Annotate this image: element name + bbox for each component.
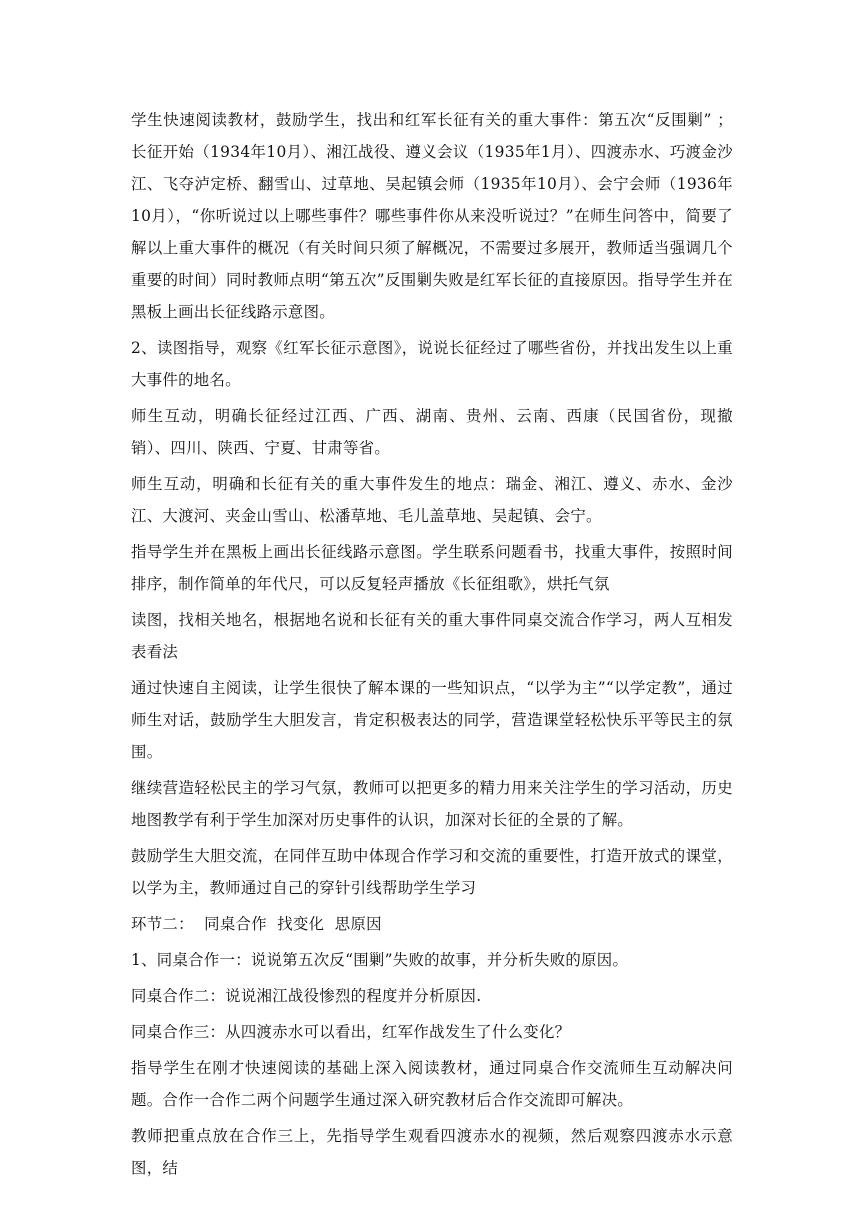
paragraph-timeline: 指导学生并在黑板上画出长征线路示意图。学生联系问题看书，找重大事件，按照时间排序，制作简单的年代尺，可以反复轻声播放《长征组歌》，烘托气氛: [131, 543, 733, 593]
paragraph-provinces: 师生互动，明确长征经过江西、广西、湖南、贵州、云南、西康（民国省份，现撤销）、四川、陕西、宁夏、甘肃等省。: [131, 407, 733, 457]
paragraph-reading-events: 学生快速阅读教材，鼓励学生，找出和红军长征有关的重大事件：第五次“反围剿” ；长征开始（1934年10月）、湘江战役、遵义会议（1935年1月）、四渡赤水、巧渡金沙江、飞夺泸定桥、翻雪山、过草地、吴起镇会师（1935年10月）、会宁会师（1936年10月），“你听说过以上哪些事件？哪些事件你从来没听说过？”在师生问答中，简要了解以上重大事件的概况（有关时间只须了解概况，不需要过多展开，教师适当强调几个重要的时间）同时教师点明“第五次”反围剿失败是红军长征的直接原因。指导学生并在黑板上画出长征线路示意图。: [131, 111, 733, 321]
paragraph-atmosphere: 继续营造轻松民主的学习气氛，教师可以把更多的精力用来关注学生的学习活动，历史地图教学有利于学生加深对历史事件的认识，加深对长征的全景的了解。: [131, 779, 733, 829]
paragraph-deep-reading: 指导学生在刚才快速阅读的基础上深入阅读教材，通过同桌合作交流师生互动解决问题。合作一合作二两个问题学生通过深入研究教材后合作交流即可解决。: [131, 1059, 733, 1109]
paragraph-cooperation-three: 同桌合作三：从四渡赤水可以看出，红军作战发生了什么变化？: [131, 1023, 571, 1041]
paragraph-map-reading: 读图，找相关地名，根据地名说和长征有关的重大事件同桌交流合作学习，两人互相发表看法: [131, 611, 733, 661]
paragraph-cooperation-one: 1、同桌合作一：说说第五次反“围剿”失败的故事，并分析失败的原因。: [131, 951, 629, 969]
paragraph-map-guidance: 2、读图指导，观察《红军长征示意图》，说说长征经过了哪些省份，并找出发生以上重大事件的地名。: [131, 339, 733, 389]
paragraph-self-reading: 通过快速自主阅读，让学生很快了解本课的一些知识点，“以学为主”“以学定教”，通过师生对话，鼓励学生大胆发言，肯定积极表达的同学，营造课堂轻松快乐平等民主的氛围。: [131, 679, 733, 761]
paragraph-cooperation-two: 同桌合作二：说说湘江战役惨烈的程度并分析原因.: [131, 987, 482, 1005]
paragraph-focus-three: 教师把重点放在合作三上，先指导学生观看四渡赤水的视频，然后观察四渡赤水示意图，结: [131, 1127, 733, 1177]
paragraph-event-locations: 师生互动，明确和长征有关的重大事件发生的地点：瑞金、湘江、遵义、赤水、金沙江、大渡河、夹金山雪山、松潘草地、毛儿盖草地、吴起镇、会宁。: [131, 475, 733, 525]
section-heading-step-two: 环节二： 同桌合作 找变化 思原因: [131, 915, 382, 933]
paragraph-encourage: 鼓励学生大胆交流，在同伴互助中体现合作学习和交流的重要性，打造开放式的课堂，以学为主，教师通过自己的穿针引线帮助学生学习: [131, 847, 733, 897]
document-body: [131, 104, 733, 1188]
